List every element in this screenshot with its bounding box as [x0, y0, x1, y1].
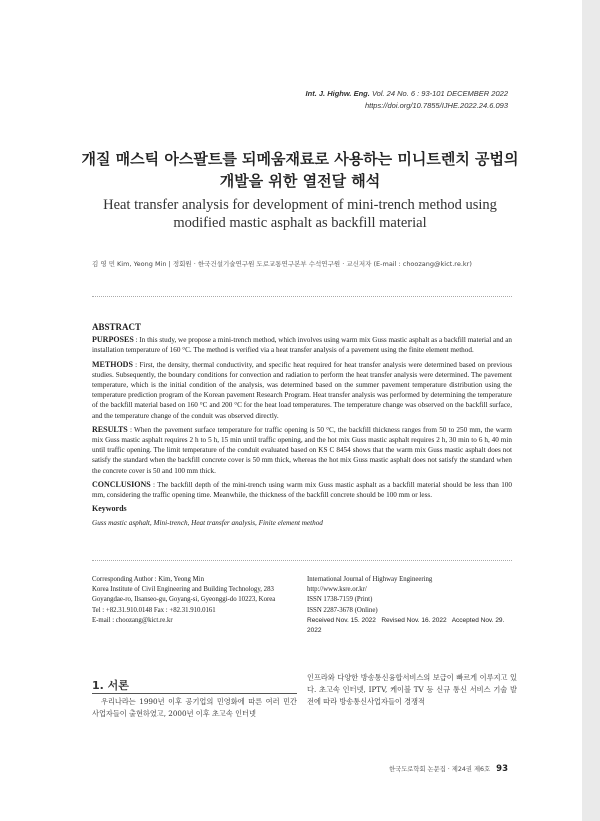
abstract-conclusions [92, 480, 512, 500]
revised-label: Revised [381, 616, 405, 624]
journal-abbr: Int. J. Highw. Eng. [305, 89, 370, 98]
body-column-left: 우리나라는 1990년 이후 공기업의 민영화에 따른 여러 민간 사업자들이 출현하였고, 2000년 이후 초고속 인터넷 [92, 697, 297, 718]
abstract-methods [92, 360, 512, 421]
purposes-label: PURPOSES [92, 335, 134, 345]
korean-title-line1: 개질 매스틱 아스팔트를 되메움재료로 사용하는 미니트렌치 공법의 [81, 150, 519, 168]
english-title [40, 196, 560, 232]
results-label: RESULTS [92, 424, 128, 434]
section-title-introduction: 1. 서론 [92, 679, 129, 692]
revised-date: Nov. 16. 2022 [406, 616, 447, 624]
author-line: 김 영 민 Kim, Yeong Min | 정회원 · 한국건설기술연구원 도로교통연구본부 수석연구원 · 교신저자 (E-mail : choozang@kict.re.kr) [92, 260, 472, 268]
accepted-date: Nov. 29. 2022 [307, 616, 505, 635]
issn-print: ISSN 1738-7159 (Print) [307, 596, 373, 604]
conclusions-label: CONCLUSIONS [92, 479, 151, 489]
corresponding-author-name: Corresponding Author : Kim, Yeong Min [92, 576, 204, 583]
received-label: Received [307, 616, 335, 624]
journal-info-block [307, 575, 517, 636]
purposes-text: : In this study, we propose a mini-trench method, which involves using warm mix Guss mastic asphalt as a backfill material and an installation temperature of 160 °C. The method is verified via a heat transfer analysis of a pavement using the finite element method. [92, 336, 512, 355]
methods-label: METHODS [92, 359, 133, 369]
korean-title-line2: 개발을 위한 열전달 해석 [219, 172, 381, 190]
journal-issue: Vol. 24 No. 6 : 93-101 DECEMBER 2022 [371, 89, 508, 98]
results-text: : When the pavement surface temperature for traffic opening is 50 °C, the backfill thickness ranges from 50 to 250 mm, the warm mix Guss mastic asphalt requires 2 h to 5 h, 15 min until traffic opening, and the hot mix Guss mastic asphalt requires 2 h, 30 min to 6 h, 40 min until traffic opening. The limit temperature of the conduit evaluated based on KS C 8454 shows that the warm mix Guss mastic asphalt does not satisfy the standard when the backfill concrete cover is 50 mm thick, whereas the hot mix Guss mastic asphalt does not satisfy the standard when the concrete cover is 50 and 100 mm thick. [92, 425, 512, 475]
issn-online: ISSN 2287-3678 (Online) [307, 606, 378, 614]
abstract-heading: ABSTRACT [92, 322, 142, 332]
page-number: 93 [496, 764, 508, 774]
corresponding-address: Goyangdae-ro, Ilsanseo-gu, Goyang-si, Gyeonggi-do 10223, Korea [92, 596, 276, 604]
journal-name: International Journal of Highway Engineering [307, 576, 433, 583]
journal-url[interactable]: http://www.ksre.or.kr/ [307, 586, 367, 594]
korean-title [40, 148, 560, 192]
accepted-label: Accepted [451, 616, 479, 624]
section-rule [92, 693, 297, 694]
keywords-heading: Keywords [92, 504, 127, 514]
received-date: Nov. 15. 2022 [335, 616, 376, 624]
body-column-right: 인프라와 다양한 방송통신융합서비스의 보급이 빠르게 이루지고 있다. 초고속 인터넷, IPTV, 케이블 TV 등 신규 통신 서비스 기술 발전에 따라 방송통신사업자들이 경쟁적 [307, 673, 517, 706]
corresponding-author-block [92, 575, 292, 626]
methods-text: : First, the density, thermal conductivity, and specific heat required for heat transfer analysis were determined based on previous studies. Subsequently, the boundary conditions for convection and radiation to perform the heat transfer analysis were determined. The pavement temperature, which is the initial condition of the analysis, was determined based on the summer pavement temperature distribution using the temperature prediction program of the Korean pavement Research Program. Heat transfer analysis was performed by determining the temperature of the backfill material based on 160 °C and 200 °C for the heat load temperatures. The temperature change was observed on the backfill surface, and the temperature change of the conduit was observed directly. [92, 360, 512, 420]
keywords-text: Guss mastic asphalt, Mini-trench, Heat transfer analysis, Finite element method [92, 519, 323, 528]
footer-journal: 한국도로학회 논문집 · 제24권 제6호 [389, 766, 491, 773]
page-edge-tab [582, 0, 600, 821]
submission-dates [307, 616, 517, 636]
abstract-purposes [92, 335, 512, 355]
corresponding-phone: Tel : +82.31.910.0148 Fax : +82.31.910.0161 [92, 606, 216, 614]
journal-header [306, 88, 508, 112]
corresponding-institute: Korea Institute of Civil Engineering and Building Technology, 283 [92, 586, 274, 594]
english-title-line2: modified mastic asphalt as backfill material [173, 215, 427, 231]
corresponding-email[interactable]: E-mail : choozang@kict.re.kr [92, 616, 173, 624]
doi-link[interactable]: https://doi.org/10.7855/IJHE.2022.24.6.093 [364, 101, 508, 110]
dotted-divider [92, 560, 512, 561]
page-footer [389, 764, 508, 774]
conclusions-text: : The backfill depth of the mini-trench using warm mix Guss mastic asphalt as a backfill material should be less than 100 mm, considering the traffic opening time. Meanwhile, the thickness of the backfill concrete should be 100 mm or less. [92, 480, 512, 500]
dotted-divider [92, 296, 512, 297]
abstract-results [92, 425, 512, 476]
abstract-block [92, 322, 512, 533]
english-title-line1: Heat transfer analysis for development of mini-trench method using [103, 197, 497, 213]
